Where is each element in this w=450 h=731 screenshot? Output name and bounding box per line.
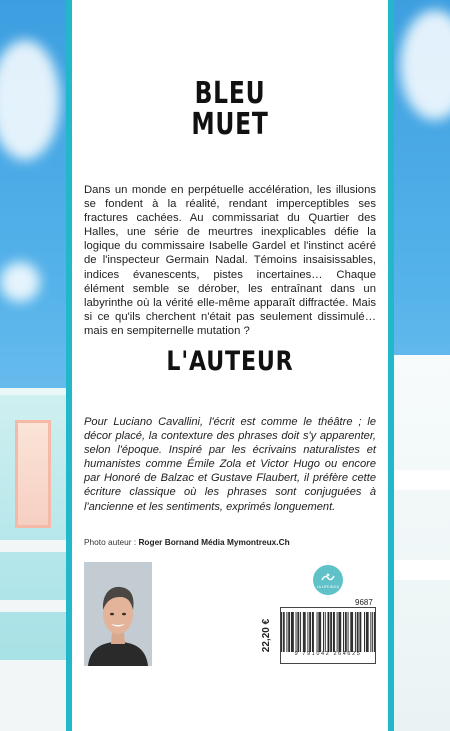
back-cover-panel (72, 0, 388, 731)
stair-step (390, 560, 450, 580)
photo-credit-label: Photo auteur : (84, 537, 137, 547)
book-title-line2: MUET (191, 107, 269, 142)
barcode-bars (281, 610, 375, 654)
author-heading: L'AUTEUR (166, 346, 294, 377)
photo-credit (84, 537, 290, 547)
price-label (258, 606, 276, 664)
wall-right (390, 355, 450, 731)
author-photo (84, 562, 152, 666)
stair-step (0, 660, 70, 731)
accent-stripe-right (388, 0, 394, 731)
book-title-line1: BLEU (194, 76, 266, 111)
stair-step (0, 600, 70, 612)
product-code: 9687 (355, 598, 373, 607)
cloud-left-small (0, 262, 40, 302)
pink-doorway (15, 420, 51, 528)
cloud-right (400, 10, 450, 120)
publisher-logo (313, 565, 343, 595)
stair-step (0, 540, 70, 552)
wave-icon (321, 572, 335, 584)
isbn-number: 9 791042 264625 (294, 651, 362, 657)
price-value: 22,20 € (261, 618, 273, 652)
publisher-logo-text: LA LIFE BLEU (316, 584, 340, 589)
photo-credit-name: Roger Bornand Média Mymontreux.Ch (138, 537, 290, 547)
author-bio: Pour Luciano Cavallini, l'écrit est comme le théâtre ; le décor placé, la contexture des phrases doit s'y apparenter, selon l'époque. Inspiré par les écrivains naturalistes et humanistes comme Émile Zola et Victor Hugo ou encore par Honoré de Balzac et Gustave Flaubert, il préfère cette écriture classique où les phrases sont conjuguées à l'ancienne et les sentiments, exprimés longuement. (84, 416, 376, 513)
stair-step (390, 470, 450, 490)
synopsis-text: Dans un monde en perpétuelle accélération, les illusions se fondent à la réalité, rendant imperceptibles ses fractures cachées. Au commissariat du Quartier des Halles, une série de meurtres inexplicables défie la logique du commissaire Isabelle Gardel et l'instinct acéré de l'inspecteur Germain Nadal. Témoins insaisissables, indices évanescents, pistes incertaines… Chaque élément semble se dérober, les entraînant dans un labyrinthe où la vérité elle-même apparaît diffractée. Mais si ce qu'ils cherchent n'était pas seulement dissimulé… mais en sempiternelle mutation ? (84, 184, 376, 337)
